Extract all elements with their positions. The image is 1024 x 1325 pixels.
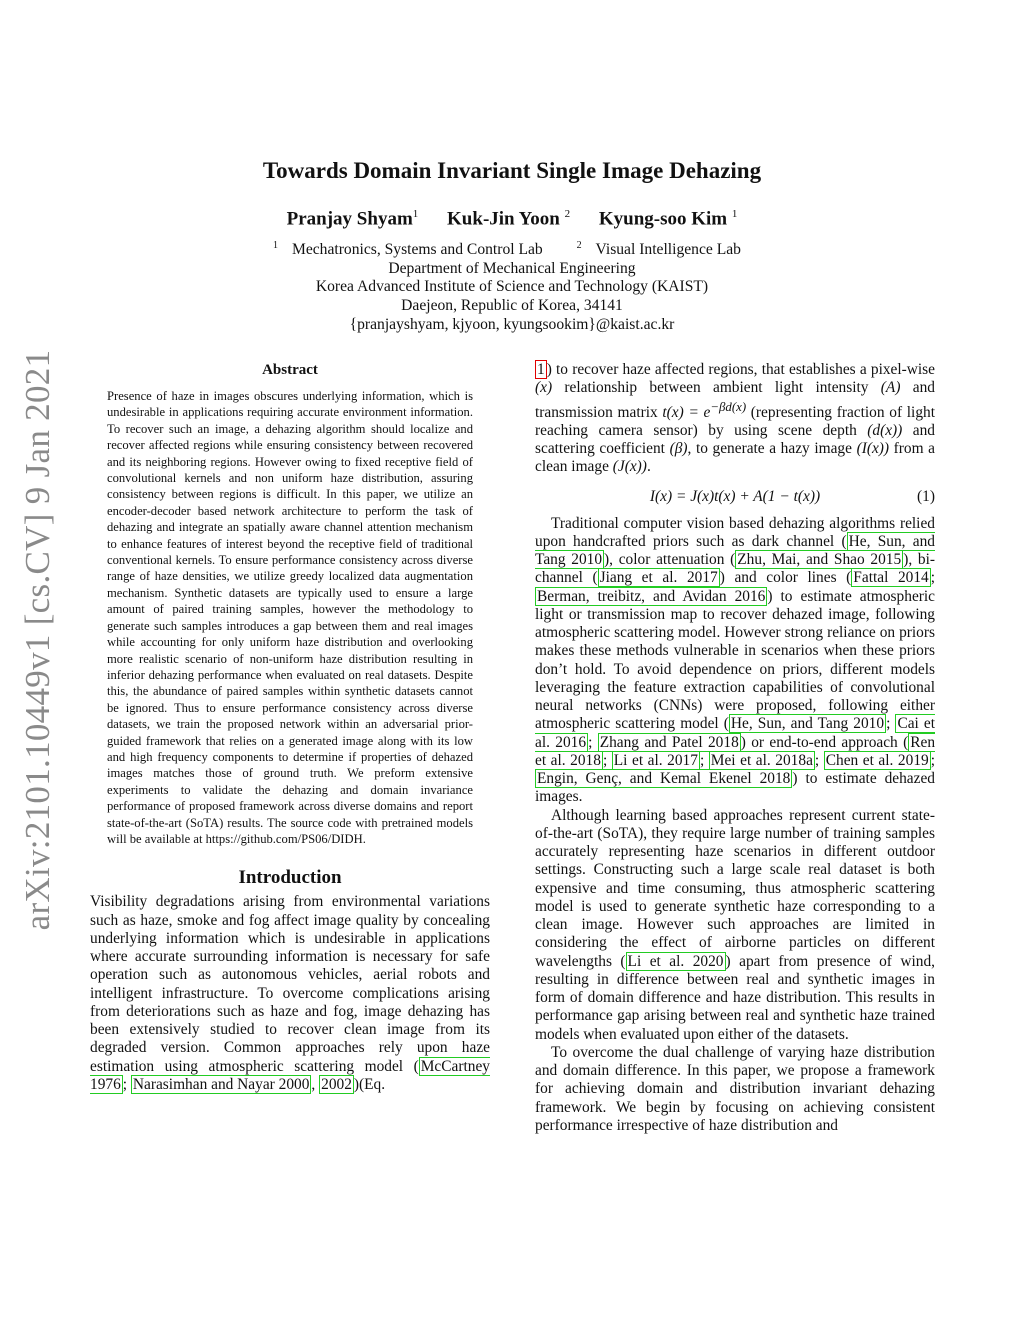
citation-link[interactable]: Berman, treibitz, and Avidan 2016 bbox=[537, 587, 766, 605]
author: Pranjay Shyam$^1$ bbox=[286, 208, 419, 230]
citation-link[interactable]: Ren et al. 2018 bbox=[535, 733, 936, 769]
learning-approaches-paragraph: Although learning based approaches represent current state-of-the-art (SoTA), they require large number of training samples accurately representing haze scenarios in different outdoor settings. Constructing such a large scale real dataset is both expensive and time consuming, thus atmospheric scattering model is used to generate synthetic haze corresponding to a clean image. However such approaches are limited in considering the effect of airborne particles on different wavelengths ( Li et al. 2020 ) apart from presence of wind, resulting in difference between real and synthetic images in form of domain difference and haze distribution. This results in performance gap arising between real and synthetic haze trained models when evaluated upon either of the datasets. bbox=[535, 806, 935, 1043]
equation-number: (1) bbox=[917, 487, 935, 505]
citation-link[interactable]: Zhu, Mai, and Shao 2015 bbox=[737, 551, 902, 569]
introduction-heading: Introduction bbox=[238, 867, 342, 889]
author: Kuk-Jin Yoon $^2$ bbox=[447, 208, 571, 230]
equation-formula: I(x) = J(x)t(x) + A(1 − t(x)) bbox=[649, 487, 821, 505]
citation-link[interactable]: Jiang et al. 2017 bbox=[599, 569, 718, 587]
department: Department of Mechanical Engineering bbox=[388, 259, 636, 277]
citation-link[interactable]: 2002 bbox=[321, 1075, 352, 1093]
email-addresses: {pranjayshyam, kjyoon, kyungsookim}@kaist.ac.kr bbox=[349, 315, 675, 333]
equation-1 bbox=[535, 487, 935, 507]
arxiv-identifier: arXiv:2101.10449v1 [cs.CV] 9 Jan 2021 bbox=[18, 349, 57, 931]
equation-reference-link[interactable]: 1 bbox=[537, 361, 545, 378]
citation-link[interactable]: Li et al. 2020 bbox=[627, 952, 724, 970]
author: Kyung-soo Kim $^1$ bbox=[598, 208, 738, 230]
right-column bbox=[535, 361, 935, 1135]
related-work-paragraph: Traditional computer vision based dehazing algorithms relied upon handcrafted priors such as dark channel ( He, Sun, and Tang 2010 ), color attenuation ( Zhu, Mai, and Shao 2015 ), bi-channel ( Jiang et al. 2017 ) and color lines ( Fattal 2014 ; Berman, treibitz, and Avidan 2016 ) to estimate atmospheric light or transmission map to recover dehazed image, following atmospheric scattering model. However strong reliance on priors makes these methods vulnerable in scenarios when these priors don’t hold. To avoid dependence on priors, different models leveraging the feature extraction capabilities of convolutional neural networks (CNNs) were proposed, following either atmospheric scattering model ( He, Sun, and Tang 2010 ; Cai et al. 2016 ; Zhang and Patel 2018 ) or end-to-end approach ( Ren et al. 2018 ; Li et al. 2017 ; Mei et al. 2018a ; Chen et al. 2019 ; Engin, Genç, and Kemal Ekenel 2018 ) to estimate dehazed images. bbox=[535, 514, 936, 806]
citation-link[interactable]: Mei et al. 2018a bbox=[710, 751, 813, 769]
lab-1: $^1$ Mechatronics, Systems and Control Lab bbox=[273, 240, 543, 259]
institute: Korea Advanced Institute of Science and Technology (KAIST) bbox=[315, 278, 709, 296]
proposal-paragraph: To overcome the dual challenge of varying haze distribution and domain difference. In this paper, we propose a framework for achieving domain and distribution invariant dehazing framework. We begin by focusing on achieving consistent performance irrespective of haze distribution and bbox=[535, 1043, 935, 1134]
citation-link[interactable]: Narasimhan and Nayar 2000 bbox=[132, 1075, 310, 1093]
affiliations bbox=[0, 237, 1024, 334]
citation-link[interactable]: Engin, Genç, and Kemal Ekenel 2018 bbox=[537, 770, 791, 788]
abstract-text: Presence of haze in images obscures underlying information, which is undesirable in applications requiring accurate environment information. To recover such an image, a dehazing algorithm should localize and recover affected regions while ensuring consistency between recovered and its neighboring regions. However owing to fixed receptive field of convolutional kernels and non uniform haze distribution, assuring consistency between regions is difficult. In this paper, we utilize an encoder-decoder based network architecture to perform the task of dehazing and integrate an spatially aware channel attention mechanism to enhance features of interest beyond the receptive field of traditional conventional kernels. To ensure performance consistency across diverse range of haze densities, we utilize greedy localized data augmentation mechanism. Synthetic datasets are typically used to ensure a large amount of paired training samples, however the methodology to generate such samples introduces a gap between them and real images while accounting for only uniform haze distribution and overlooking more realistic scenario of non-uniform haze distribution resulting in inferior dehazing performance when evaluated on real datasets. Despite this, the abundance of paired samples within synthetic datasets cannot be ignored. Thus to ensure performance consistency across diverse datasets, we train the proposed network within an adversarial prior-guided framework that relies on a generated image along with its low and high frequency components to determine if properties of dehazed images matches those of ground truth. We preform extensive experiments to validate the dehazing and domain invariance performance of proposed framework across diverse domains and report state-of-the-art (SoTA) results. The source code with pretrained models will be available at https://github.com/PS06/DIDH. bbox=[107, 389, 473, 846]
address: Daejeon, Republic of Korea, 34141 bbox=[401, 296, 623, 314]
citation-link[interactable]: Cai et al. 2016 bbox=[535, 715, 935, 751]
citation-link[interactable]: Chen et al. 2019 bbox=[825, 751, 929, 769]
author-list bbox=[0, 208, 1024, 230]
citation-link[interactable]: He, Sun, and Tang 2010 bbox=[730, 715, 885, 733]
citation-link[interactable]: Fattal 2014 bbox=[853, 569, 929, 587]
citation-link[interactable]: Zhang and Patel 2018 bbox=[599, 733, 739, 751]
lab-2: $^2$ Visual Intelligence Lab bbox=[576, 240, 741, 259]
abstract-heading: Abstract bbox=[262, 362, 318, 378]
left-column bbox=[90, 362, 490, 1094]
paper-title: Towards Domain Invariant Single Image Dehazing bbox=[262, 158, 762, 183]
citation-link[interactable]: McCartney 1976 bbox=[90, 1057, 490, 1093]
citation-link[interactable]: Li et al. 2017 bbox=[613, 751, 698, 769]
lab-line bbox=[0, 237, 1024, 260]
citation-link[interactable]: He, Sun, and Tang 2010 bbox=[535, 532, 935, 569]
intro-paragraph: Visibility degradations arising from environmental variations such as haze, smoke and fog affect image quality by concealing underlying information which is undesirable in applications where accurate surrounding information is necessary for safe operation such as autonomous vehicles, aerial robots and intelligent infrastructure. To overcome complications arising from deteriorations such as haze and fog, image dehazing has been extensively studied to recover clean image from its degraded version. Common approaches rely upon haze estimation using atmospheric scattering model ( McCartney 1976 ; Narasimhan and Nayar 2000 , 2002 )(Eq. bbox=[90, 893, 490, 1093]
continued-paragraph: 1 ) to recover haze affected regions, that establishes a pixel-wise (x) relationship between ambient light intensity (A) and transmission matrix $t(x) = e^{-\beta d(x)}$ (representing fraction of light reaching camera sensor) by using scene depth (d(x)) and scattering coefficient (β), to generate a hazy image (I(x)) from a clean image (J(x)). bbox=[535, 361, 936, 476]
